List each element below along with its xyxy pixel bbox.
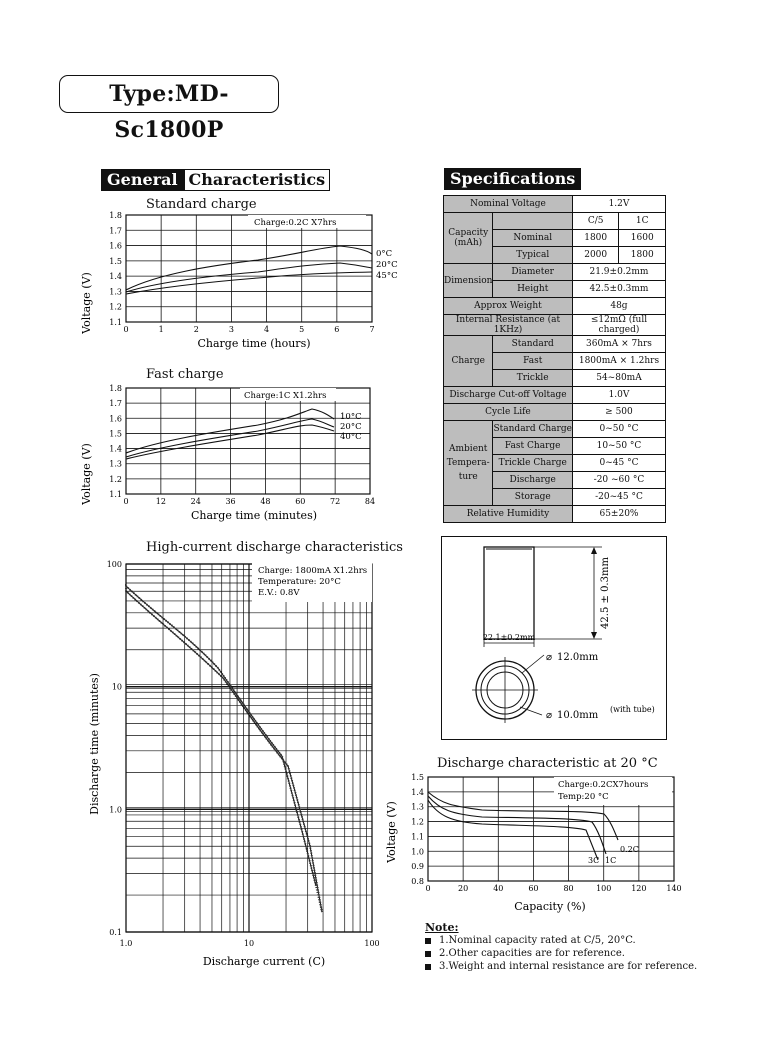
discharge-xtick: 20 [458, 884, 469, 893]
discharge-ytick: 1.1 [411, 832, 424, 842]
standard-charge-xtick: 5 [299, 325, 305, 334]
fast-charge-ytick: 1.1 [109, 490, 122, 499]
with-tube-label: (with tube) [610, 705, 655, 714]
label-20c-fast: 20°C [340, 422, 362, 432]
height-label: Height [493, 281, 572, 298]
discharge-xlabel: Capacity (%) [514, 900, 586, 913]
row-resistance [444, 315, 666, 336]
dimension-drawing [441, 536, 667, 740]
row-diameter [444, 264, 666, 281]
label-40c: 40°C [340, 432, 362, 442]
discharge-xtick: 0 [425, 884, 431, 893]
standard-charge-ytick: 1.4 [109, 272, 122, 282]
discharge-20c-title: Discharge characteristic at 20 °C [437, 756, 658, 771]
humidity-value: 65±20% [572, 506, 665, 523]
standard-charge-ytick: 1.3 [109, 287, 122, 297]
ambient-discharge-label: Discharge [493, 472, 572, 489]
height-value: 42.5±0.3mm [572, 281, 665, 298]
ambient-fast-value: 10~50 °C [572, 438, 665, 455]
fast-charge-ytick: 1.6 [109, 414, 122, 424]
outer-diameter-symbol: ⌀ [546, 652, 553, 663]
standard-charge-ytick: 1.7 [109, 226, 122, 236]
row-ambient-standard [444, 421, 666, 438]
fast-charge-xtick: 48 [260, 497, 271, 506]
cutoff-value: 1.0V [572, 387, 665, 404]
row-weight [444, 298, 666, 315]
standard-charge-xtick: 0 [123, 325, 129, 334]
discharge-ytick: 0.9 [411, 862, 424, 872]
ambient-standard-value: 0~50 °C [572, 421, 665, 438]
charge-trickle-value: 54~80mA [572, 370, 665, 387]
label-3c: 3C [588, 856, 600, 865]
resistance-label: Internal Resistance (at 1KHz) [444, 315, 573, 336]
curve-20c-fast [126, 419, 334, 457]
standard-charge-ytick: 1.2 [109, 302, 122, 312]
height-dimension-label: 42.5 ± 0.3mm [600, 557, 611, 629]
discharge-xtick: 40 [493, 884, 504, 893]
high-current-ytick: 100 [106, 560, 122, 569]
discharge-ytick: 1.0 [411, 847, 424, 857]
bullet-icon [425, 951, 431, 957]
fast-charge-chart [78, 381, 418, 527]
charge-standard-label: Standard [493, 336, 572, 353]
standard-charge-ytick: 1.8 [109, 211, 122, 220]
header-specifications: Specifications [444, 168, 581, 190]
hc-box-line1: Charge: 1800mA X1.2hrs [258, 566, 368, 576]
row-humidity [444, 506, 666, 523]
standard-charge-xtick: 6 [334, 325, 340, 334]
notes [425, 921, 697, 973]
discharge-ytick: 1.3 [411, 802, 424, 812]
discharge-band-lower [126, 591, 322, 912]
cycle-value: ≥ 500 [572, 404, 665, 421]
discharge-ylabel: Voltage (V) [385, 801, 398, 863]
humidity-label: Relative Humidity [444, 506, 573, 523]
note-item: 1.Nominal capacity rated at C/5, 20°C. [425, 934, 697, 947]
note-item: 3.Weight and internal resistance are for reference. [425, 960, 697, 973]
standard-charge-xtick: 1 [158, 325, 164, 334]
cycle-label: Cycle Life [444, 404, 573, 421]
discharge-xtick: 100 [596, 884, 612, 893]
fast-charge-xlabel: Charge time (minutes) [190, 509, 318, 522]
ambient-fast-label: Fast Charge [493, 438, 572, 455]
discharge-xtick: 140 [666, 884, 682, 893]
discharge-xtick: 60 [528, 884, 539, 893]
capacity-col1: C/5 [572, 213, 619, 230]
standard-charge-xtick: 2 [193, 325, 199, 334]
fast-charge-ytick: 1.5 [109, 429, 122, 439]
fast-charge-xtick: 84 [364, 497, 376, 506]
specifications-table [443, 195, 666, 523]
fast-charge-ylabel: Voltage (V) [80, 443, 93, 505]
inner-diameter-symbol: ⌀ [546, 710, 553, 721]
high-current-xtick: 100 [364, 939, 380, 948]
ambient-label: Ambient Tempera- ture [444, 421, 493, 506]
weight-label: Approx Weight [444, 298, 573, 315]
label-1c: 1C [605, 856, 617, 865]
label-10c: 10°C [340, 412, 362, 422]
row-cycle [444, 404, 666, 421]
standard-charge-ytick: 1.5 [109, 256, 122, 266]
fast-charge-ytick: 1.2 [109, 474, 122, 484]
diameter-label: Diameter [493, 264, 572, 281]
row-cutoff [444, 387, 666, 404]
discharge-ytick: 1.5 [411, 773, 424, 782]
standard-charge-xlabel: Charge time (hours) [197, 337, 311, 350]
standard-charge-ytick: 1.6 [109, 241, 122, 251]
fast-charge-ytick: 1.8 [109, 384, 122, 393]
nominal-voltage-value: 1.2V [572, 196, 665, 213]
label-20c: 20°C [376, 260, 398, 270]
capacity-nominal-v1: 1800 [572, 230, 619, 247]
high-current-ytick: 10 [111, 682, 122, 692]
standard-charge-box: Charge:0.2C X7hrs [254, 218, 337, 228]
capacity-nominal-label: Nominal [493, 230, 572, 247]
capacity-nominal-v2: 1600 [619, 230, 666, 247]
discharge-box-line2: Temp:20 °C [558, 792, 609, 802]
discharge-band-hatch [126, 586, 322, 912]
fast-charge-title: Fast charge [146, 367, 224, 382]
ambient-storage-value: -20~45 °C [572, 489, 665, 506]
hc-box-line3: E.V.: 0.8V [258, 588, 300, 598]
discharge-box-line1: Charge:0.2CX7hours [558, 780, 649, 790]
header-general: General [101, 169, 184, 191]
label-02c: 0.2C [620, 845, 639, 854]
curve-10c [126, 409, 334, 453]
capacity-typical-v1: 2000 [572, 247, 619, 264]
bullet-icon [425, 938, 431, 944]
fast-charge-xtick: 72 [330, 497, 341, 506]
capacity-label: Capacity (mAh) [444, 213, 493, 264]
charge-fast-label: Fast [493, 353, 572, 370]
dimension-label: Dimension [444, 264, 493, 298]
high-current-xtick: 10 [243, 939, 255, 948]
ambient-trickle-label: Trickle Charge [493, 455, 572, 472]
battery-drawing [442, 537, 666, 739]
standard-charge-chart [78, 208, 418, 356]
nominal-voltage-label: Nominal Voltage [444, 196, 573, 213]
fast-charge-ytick: 1.4 [109, 444, 122, 454]
ambient-discharge-value: -20 ~60 °C [572, 472, 665, 489]
hc-box-line2: Temperature: 20°C [258, 577, 341, 587]
row-nominal-voltage [444, 196, 666, 213]
discharge-ytick: 1.4 [411, 787, 424, 797]
fast-charge-ytick: 1.3 [109, 459, 122, 469]
discharge-ytick: 1.2 [411, 817, 424, 827]
fast-charge-xtick: 24 [190, 497, 201, 506]
discharge-xtick: 120 [631, 884, 647, 893]
fast-charge-xtick: 12 [155, 497, 166, 506]
notes-title: Note: [425, 921, 459, 934]
general-characteristics-header [101, 169, 330, 191]
battery-body [484, 547, 534, 639]
row-capacity-header [444, 213, 666, 230]
fast-charge-xtick: 0 [123, 497, 129, 506]
discharge-ytick: 0.8 [411, 877, 424, 886]
weight-value: 48g [572, 298, 665, 315]
charge-standard-value: 360mA × 7hrs [572, 336, 665, 353]
fast-charge-xtick: 36 [225, 497, 236, 506]
standard-charge-ylabel: Voltage (V) [80, 272, 93, 334]
label-0c: 0°C [376, 249, 393, 259]
outer-diameter-label: 12.0mm [557, 652, 599, 663]
header-characteristics: Characteristics [184, 169, 331, 191]
fast-charge-box: Charge:1C X1.2hrs [244, 391, 327, 401]
fast-charge-xtick: 60 [295, 497, 306, 506]
high-current-ytick: 1.0 [109, 805, 122, 815]
specifications-header [444, 168, 581, 190]
high-current-xlabel: Discharge current (C) [202, 955, 326, 968]
ambient-trickle-value: 0~45 °C [572, 455, 665, 472]
label-45c: 45°C [376, 271, 398, 281]
standard-charge-title: Standard charge [146, 197, 257, 212]
capacity-col2: 1C [619, 213, 666, 230]
discharge-20c-chart [382, 770, 682, 916]
charge-label: Charge [444, 336, 493, 387]
inner-diameter-label: 10.0mm [557, 710, 599, 721]
charge-fast-value: 1800mA × 1.2hrs [572, 353, 665, 370]
standard-charge-xtick: 4 [264, 325, 270, 334]
fast-charge-ytick: 1.7 [109, 399, 122, 409]
row-charge-standard [444, 336, 666, 353]
cutoff-label: Discharge Cut-off Voltage [444, 387, 573, 404]
high-current-title: High-current discharge characteristics [146, 540, 403, 555]
standard-charge-xtick: 7 [369, 325, 375, 334]
type-title: Type:MD-Sc1800P [59, 75, 279, 113]
ambient-standard-label: Standard Charge [493, 421, 572, 438]
discharge-xtick: 80 [563, 884, 574, 893]
resistance-value: ≤12mΩ (full charged) [572, 315, 665, 336]
discharge-band-upper [126, 586, 316, 886]
capacity-typical-v2: 1800 [619, 247, 666, 264]
standard-charge-ytick: 1.1 [109, 318, 122, 327]
high-current-chart [78, 556, 418, 972]
ambient-storage-label: Storage [493, 489, 572, 506]
capacity-typical-label: Typical [493, 247, 572, 264]
note-item: 2.Other capacities are for reference. [425, 947, 697, 960]
high-current-xtick: 1.0 [119, 939, 133, 948]
high-current-ytick: 0.1 [109, 928, 122, 937]
bullet-icon [425, 964, 431, 970]
charge-trickle-label: Trickle [493, 370, 572, 387]
diameter-dimension-label: 22.1±0.2mm [482, 633, 536, 642]
diameter-value: 21.9±0.2mm [572, 264, 665, 281]
high-current-ylabel: Discharge time (minutes) [88, 673, 101, 815]
standard-charge-xtick: 3 [228, 325, 234, 334]
